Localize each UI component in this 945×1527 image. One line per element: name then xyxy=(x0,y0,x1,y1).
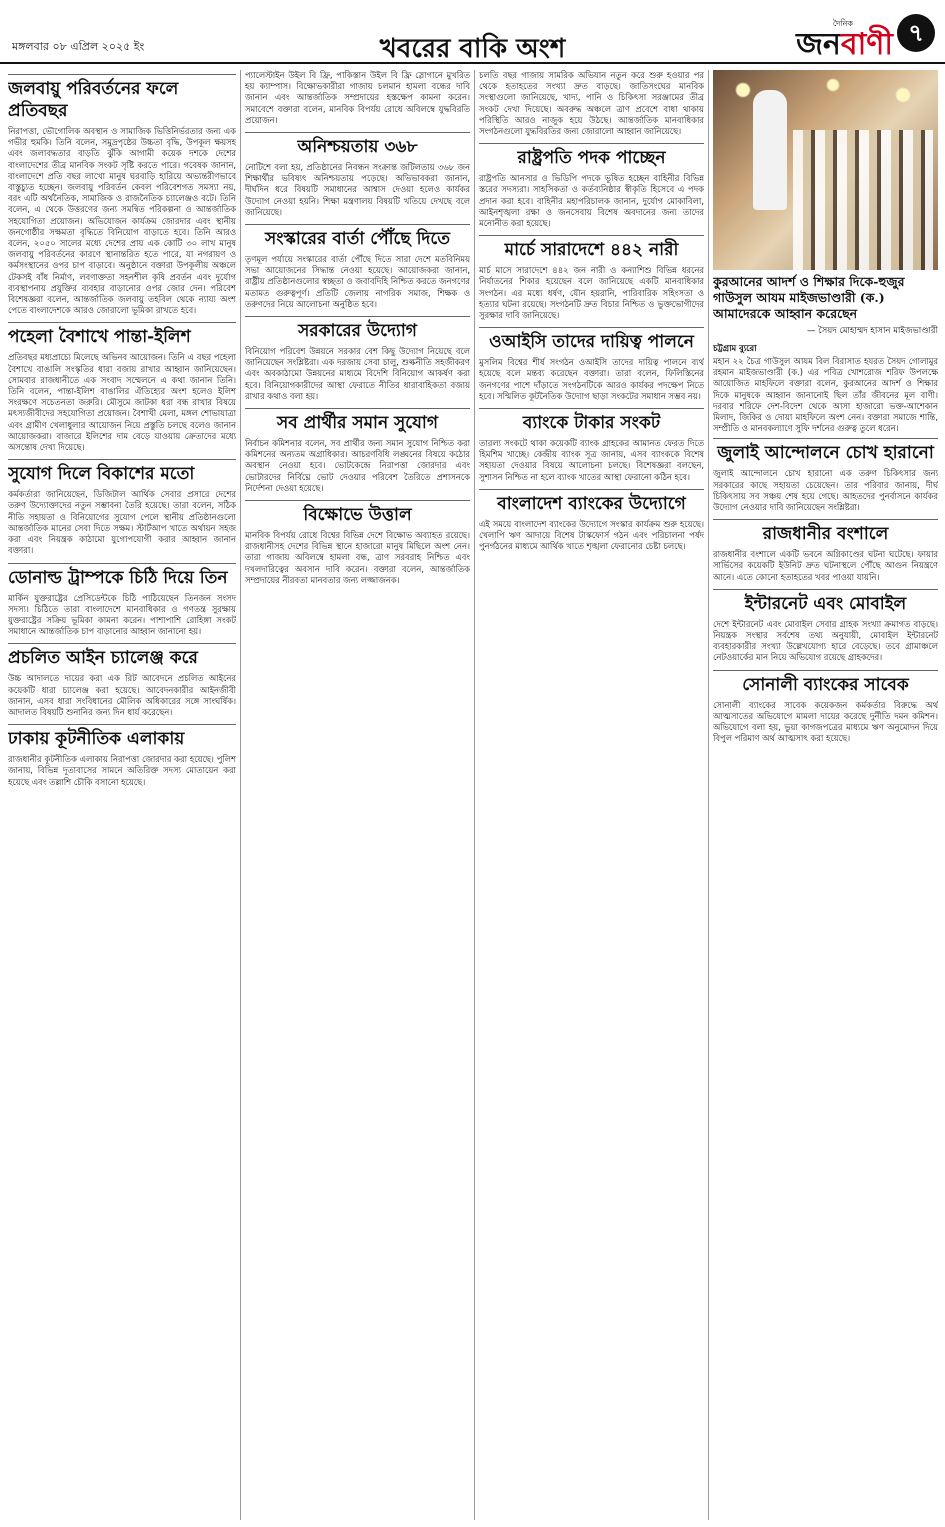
article-body: নোটিশে বলা হয়, প্রতিষ্ঠানের নিবন্ধন সংক্রান্ত জটিলতায় ৩৬৮ জন শিক্ষার্থীর ভবিষ্যৎ অনিশ্চয়তায় পড়েছে। অভিভাবকরা জানান, দীর্ঘদিন ধরে বিষয়টি সমাধানের আশ্বাস দেওয়া হলেও কার্যকর উদ্যোগ নেওয়া হয়নি। শিক্ষা মন্ত্রণালয় বিষয়টি খতিয়ে দেখছে বলে জানিয়েছে। xyxy=(245,162,470,217)
section-title: খবরের বাকি অংশ xyxy=(379,34,566,64)
photo-crowd xyxy=(793,130,933,270)
event-photo xyxy=(713,70,938,270)
article-headline: ডোনাল্ড ট্রাম্পকে চিঠি দিয়ে তিন xyxy=(8,563,236,589)
lead-article-body: মহান ২২ চৈত্র গাউসুল আযম বিল বিরাসাত হযরত সৈয়দ গোলামুর রহমান মাইজভাণ্ডারী (ক.) এর পবিত্র খোশরোজ শরিফ উপলক্ষে আয়োজিত মাহফিলে বক্তারা বলেন, কুরআনের আদর্শ ও শিক্ষার দিকে মানুষকে আহ্বান জানানোই ছিল তাঁর জীবনের মূল বাণী। দরবার শরিফে দেশ-বিদেশ থেকে আসা হাজারো ভক্ত-আশেকান মিলাদ, জিকির ও দোয়া মাহফিলে অংশ নেন। বক্তারা সমাজে শান্তি, সম্প্রীতি ও মানবকল্যাণে সুফি দর্শনের গুরুত্ব তুলে ধরেন। xyxy=(713,356,938,434)
issue-date: মঙ্গলবার ০৮ এপ্রিল ২০২৫ ইং xyxy=(12,40,145,53)
article-body: রাজধানীর বংশালে একটি ভবনে অগ্নিকাণ্ডের ঘটনা ঘটেছে। ফায়ার সার্ভিসের কয়েকটি ইউনিট দ্রুত ঘটনাস্থলে পৌঁছে আগুন নিয়ন্ত্রণে আনে। এতে কোনো হতাহতের খবর পাওয়া যায়নি। xyxy=(713,549,938,582)
article xyxy=(479,143,704,229)
article-body: তৃণমূল পর্যায়ে সংস্কারের বার্তা পৌঁছে দিতে সারা দেশে মতবিনিময় সভা আয়োজনের সিদ্ধান্ত নেওয়া হয়েছে। আয়োজকরা জানান, রাষ্ট্রীয় প্রতিষ্ঠানগুলোর স্বচ্ছতা ও জবাবদিহি নিশ্চিত করতে জনগণের মতামত গুরুত্বপূর্ণ। প্রতিটি জেলায় নাগরিক সমাজ, শিক্ষক ও তরুণদের নিয়ে আলোচনা অনুষ্ঠিত হবে। xyxy=(245,254,470,309)
article-body: মার্কিন যুক্তরাষ্ট্রের প্রেসিডেন্টকে চিঠি পাঠিয়েছেন তিনজন সংসদ সদস্য। চিঠিতে তারা বাংলাদেশে মানবাধিকার ও গণতন্ত্র সুরক্ষায় যুক্তরাষ্ট্রের সক্রিয় ভূমিকা কামনা করেন। পাশাপাশি রোহিঙ্গা সংকট সমাধানে আন্তর্জাতিক চাপ বাড়ানোর আহ্বান জানানো হয়। xyxy=(8,592,236,637)
article xyxy=(479,408,704,483)
article xyxy=(8,322,236,453)
article-headline: রাষ্ট্রপতি পদক পাচ্ছেন xyxy=(479,143,704,169)
logo-part-2: বাণী xyxy=(840,27,893,62)
byline: চট্টগ্রাম ব্যুরো xyxy=(713,343,757,353)
article xyxy=(245,70,470,126)
article-body: প্যালেস্টাইন উইল বি ফ্রি, পাকিস্তান উইল বি ফ্রি স্লোগানে মুখরিত হয় ক্যাম্পাস। বিক্ষোভকারীরা গাজায় চলমান হামলা বন্ধের দাবি জানান এবং আন্তর্জাতিক সম্প্রদায়ের হস্তক্ষেপ কামনা করেন। সমাবেশে বক্তারা বলেন, মানবিক বিপর্যয় রোধে অবিলম্বে যুদ্ধবিরতি প্রয়োজন। xyxy=(245,70,470,125)
newspaper-logo xyxy=(796,20,893,71)
article xyxy=(8,74,236,316)
article-headline: ইন্টারনেট এবং মোবাইল xyxy=(713,589,938,615)
article xyxy=(713,589,938,664)
article-headline: সরকারের উদ্যোগ xyxy=(245,316,470,342)
article-body: তারল্য সংকটে থাকা কয়েকটি ব্যাংক গ্রাহকের আমানত ফেরত দিতে হিমশিম খাচ্ছে। কেন্দ্রীয় ব্যাংক সূত্র জানায়, এসব ব্যাংককে বিশেষ সহায়তা দেওয়ার বিষয়ে আলোচনা চলছে। বিশেষজ্ঞরা বলছেন, সুশাসন নিশ্চিত না হলে ব্যাংক খাতের আস্থা ফেরানো কঠিন হবে। xyxy=(479,438,704,482)
article xyxy=(245,224,470,310)
article-body: নিরাপত্তা, ভৌগোলিক অবস্থান ও সামাজিক ভিত্তিনির্ভরতার জন্য এক গভীর হুমকি। তিনি বলেন, সমুদ্রপৃষ্ঠের উচ্চতা বৃদ্ধি, উপকূল ক্ষয়সহ এবং জলাবদ্ধতার বাড়তি ঝুঁকি আগামী কয়েক দশকে দেশের বাংলাদেশের তীব্র মানবিক সংকট সৃষ্টি করতে পারে। গবেষক জানান, বাংলাদেশে প্রতি বছর লাখো মানুষ ঘরবাড়ি হারিয়ে অভ্যন্তরীণভাবে বাস্তুচ্যুত হচ্ছেন। জলবায়ু পরিবর্তন কেবল পরিবেশগত সমস্যা নয়, বরং এটি অর্থনৈতিক, সামাজিক ও রাজনৈতিক চ্যালেঞ্জও বটে। তিনি বলেন, এ থেকে উত্তরণের জন্য সমন্বিত পরিকল্পনা ও আন্তর্জাতিক সহযোগিতা প্রয়োজন। অভিযোজন কার্যক্রম জোরদার এবং স্থানীয় জনগোষ্ঠীর সক্ষমতা বৃদ্ধিতে বিনিয়োগ বাড়াতে হবে। তিনি আরও বলেন, ২০৫০ সালের মধ্যে দেশের প্রায় এক কোটি ৩০ লাখ মানুষ জলবায়ু পরিবর্তনের কারণে স্থানান্তরিত হতে পারে, যা নগরায়ণ ও কর্মসংস্থানের ওপর চাপ বাড়াবে। অনুষ্ঠানে বক্তারা উপকূলীয় অঞ্চলে টেকসই বাঁধ নির্মাণ, লবণাক্ততা সহনশীল কৃষি প্রবর্তন এবং দুর্যোগ ব্যবস্থাপনায় প্রযুক্তির ব্যবহার বাড়ানোর ওপর জোর দেন। পরিবেশ বিশেষজ্ঞরা বলেন, আন্তর্জাতিক জলবায়ু তহবিল থেকে ন্যায্য অংশ পেতে বাংলাদেশকে আরও জোরালো ভূমিকা রাখতে হবে। xyxy=(8,126,236,316)
article-body: সোনালী ব্যাংকের সাবেক কয়েকজন কর্মকর্তার বিরুদ্ধে অর্থ আত্মসাতের অভিযোগে মামলা দায়ের করেছে দুর্নীতি দমন কমিশন। অভিযোগে বলা হয়, ভুয়া কাগজপত্রের মাধ্যমে ঋণ অনুমোদন দিয়ে বিপুল পরিমাণ অর্থ আত্মসাৎ করা হয়েছে। xyxy=(713,699,938,744)
article-headline: ওআইসি তাদের দায়িত্ব পালনে xyxy=(479,327,704,353)
column-divider xyxy=(474,70,475,1520)
photo-speaker-figure xyxy=(753,90,787,210)
article-body: মুসলিম বিশ্বের শীর্ষ সংগঠন ওআইসি তাদের দায়িত্ব পালনে ব্যর্থ হয়েছে বলে মন্তব্য করেছেন বক্তারা। তারা বলেন, ফিলিস্তিনের জনগণের পাশে দাঁড়াতে সংগঠনটিকে আরও কার্যকর পদক্ষেপ নিতে হবে। সম্মিলিত কূটনৈতিক উদ্যোগ ছাড়া সংকটের সমাধান সম্ভব নয়। xyxy=(479,357,704,401)
article-headline: বাংলাদেশ ব্যাংকের উদ্যোগে xyxy=(479,489,704,515)
article-headline: সংস্কারের বার্তা পৌঁছে দিতে xyxy=(245,224,470,250)
article-body: চলতি বছর গাজায় সামরিক অভিযান নতুন করে শুরু হওয়ার পর থেকে হতাহতের সংখ্যা দ্রুত বাড়ছে। জাতিসংঘের মানবিক সংস্থাগুলো জানিয়েছে, খাদ্য, পানি ও চিকিৎসা সরঞ্জামের তীব্র সংকট দেখা দিয়েছে। অবরুদ্ধ অঞ্চলে ত্রাণ প্রবেশে বাধা থাকায় পরিস্থিতি আরও নাজুক হয়ে উঠছে। আন্তর্জাতিক মানবাধিকার সংগঠনগুলো যুদ্ধবিরতির জন্য জোরালো আহ্বান জানিয়েছে। xyxy=(479,70,704,137)
article-headline: ঢাকায় কূটনীতিক এলাকায় xyxy=(8,724,236,750)
article-headline: সুযোগ দিলে বিকাশের মতো xyxy=(8,459,236,485)
article xyxy=(8,563,236,638)
column-divider xyxy=(240,70,241,1520)
photo-credit: — সৈয়দ মোহাম্মদ হাসান মাইজভাণ্ডারী xyxy=(806,326,938,336)
article xyxy=(8,724,236,788)
article-body: কর্মকর্তারা জানিয়েছেন, ডিজিটাল আর্থিক সেবার প্রসারে দেশের তরুণ উদ্যোক্তাদের নতুন সম্ভাবনা তৈরি হয়েছে। তারা বলেন, সঠিক নীতি সহায়তা ও বিনিয়োগের সুযোগ পেলে স্থানীয় প্রতিষ্ঠানগুলো আন্তর্জাতিক মানের সেবা দিতে সক্ষম। স্টার্টআপ খাতে অর্থায়ন সহজ করা এবং নিয়ন্ত্রক কাঠামো যুগোপযোগী করার আহ্বান জানান বক্তারা। xyxy=(8,489,236,556)
article-body: জুলাই আন্দোলনে চোখ হারানো এক তরুণ চিকিৎসার জন্য সরকারের কাছে সহায়তা চেয়েছেন। তার পরিবার জানায়, দীর্ঘ চিকিৎসায় সব সঞ্চয় শেষ হয়ে গেছে। আহতদের পুনর্বাসনে কার্যকর উদ্যোগ নেওয়ার দাবি জানিয়েছেন সংশ্লিষ্টরা। xyxy=(713,468,938,513)
logo-part-1: জন xyxy=(796,27,841,62)
article-headline: জলবায়ু পরিবর্তনের ফলে প্রতিবছর xyxy=(8,74,236,122)
article-headline: পহেলা বৈশাখে পান্তা-ইলিশ xyxy=(8,322,236,348)
column-3 xyxy=(479,70,704,1520)
photo-caption: কুরআনের আদর্শ ও শিক্ষার দিকে-হুজুর গাউসুল আযম মাইজভাণ্ডারী (ক.) আমাদেরকে আহ্বান করেছেন xyxy=(713,274,905,321)
article-body: বিনিয়োগ পরিবেশ উন্নয়নে সরকার বেশ কিছু উদ্যোগ নিয়েছে বলে জানিয়েছেন সংশ্লিষ্টরা। এক দরজায় সেবা চালু, শুল্কনীতি সহজীকরণ এবং অবকাঠামো উন্নয়নের মাধ্যমে বিদেশি বিনিয়োগ আকর্ষণ করা হবে। বিনিয়োগকারীদের আস্থা ফেরাতে নীতির ধারাবাহিকতা বজায় রাখার কথাও বলা হয়। xyxy=(245,346,470,401)
article-headline: সব প্রার্থীর সমান সুযোগ xyxy=(245,408,470,434)
article xyxy=(479,70,704,137)
article xyxy=(245,500,470,586)
article-body: এই সময়ে বাংলাদেশ ব্যাংকের উদ্যোগে সংস্কার কার্যক্রম শুরু হয়েছে। খেলাপি ঋণ আদায়ে বিশেষ টাস্কফোর্স গঠন এবং পরিচালনা পর্ষদ পুনর্গঠনের মাধ্যমে আর্থিক খাতে শৃঙ্খলা ফেরানোর চেষ্টা চলছে। xyxy=(479,518,704,552)
column-1 xyxy=(8,70,236,1520)
article-headline: সোনালী ব্যাংকের সাবেক xyxy=(713,670,938,696)
article-body: রাজধানীর কূটনীতিক এলাকায় নিরাপত্তা জোরদার করা হয়েছে। পুলিশ জানায়, বিভিন্ন দূতাবাসের সামনে অতিরিক্ত সদস্য মোতায়েন করা হয়েছে এবং তল্লাশি চৌকি বসানো হয়েছে। xyxy=(8,754,236,787)
photo-lights xyxy=(713,70,938,110)
article xyxy=(245,132,470,218)
article-headline: জুলাই আন্দোলনে চোখ হারানো xyxy=(713,438,938,464)
article xyxy=(245,408,470,494)
article xyxy=(713,519,938,583)
article-headline: মার্চে সারাদেশে ৪৪২ নারী xyxy=(479,235,704,261)
column-4 xyxy=(713,70,938,1520)
article-headline: অনিশ্চয়তায় ৩৬৮ xyxy=(245,132,470,158)
column-divider xyxy=(708,70,709,1520)
page-number: ৭ xyxy=(897,14,935,52)
article-headline: ব্যাংকে টাকার সংকট xyxy=(479,408,704,434)
article-body: দেশে ইন্টারনেট এবং মোবাইল সেবার গ্রাহক সংখ্যা ক্রমাগত বাড়ছে। নিয়ন্ত্রক সংস্থার সর্বশেষ তথ্য অনুযায়ী, মোবাইল ইন্টারনেট ব্যবহারকারীর সংখ্যা উল্লেখযোগ্য হারে বেড়েছে। তবে গ্রামাঞ্চলে নেটওয়ার্কের মান নিয়ে অভিযোগ রয়েছে গ্রাহকদের। xyxy=(713,618,938,663)
article-body: মানবিক বিপর্যয় রোধে বিশ্বের বিভিন্ন দেশে বিক্ষোভ অব্যাহত রয়েছে। রাজধানীসহ দেশের বিভিন্ন স্থানে হাজারো মানুষ মিছিলে অংশ নেন। তারা গাজায় অবিলম্বে হামলা বন্ধ, ত্রাণ সরবরাহ নিশ্চিত এবং দখলদারিত্বের অবসান দাবি করেন। বক্তারা বলেন, আন্তর্জাতিক সম্প্রদায়ের নীরবতা মানবতার জন্য লজ্জাজনক। xyxy=(245,530,470,585)
article xyxy=(245,316,470,402)
column-4-articles xyxy=(713,438,938,744)
article-headline: রাজধানীর বংশালে xyxy=(713,519,938,545)
article-headline: প্রচলিত আইন চ্যালেঞ্জ করে xyxy=(8,643,236,669)
article-body: নির্বাচন কমিশনার বলেন, সব প্রার্থীর জন্য সমান সুযোগ নিশ্চিত করা কমিশনের অন্যতম অগ্রাধিকার। আচরণবিধি লঙ্ঘনের বিষয়ে কঠোর অবস্থান নেওয়া হবে। ভোটকেন্দ্রে নিরাপত্তা জোরদার এবং ভোটারদের নির্বিঘ্নে ভোট দেওয়ার পরিবেশ তৈরিতে প্রশাসনকে নির্দেশনা দেওয়া হয়েছে। xyxy=(245,438,470,493)
article-body: প্রতিবছর মধ্যপ্রাচ্যে মিলেছে অভিনব আয়োজন। তিনি এ বছর পহেলা বৈশাখে বাঙালি সংস্কৃতির ধারা বজায় রাখার আহ্বান জানিয়েছেন। সোমবার রাজধানীতে এক সংবাদ সম্মেলনে এ কথা জানান তিনি। তিনি বলেন, পান্তা-ইলিশ বাঙালির ঐতিহ্যের অংশ হলেও ইলিশ সংরক্ষণে সচেতনতা জরুরি। মৌসুমে জাটকা ধরা বন্ধ রাখার বিষয়ে মৎস্যজীবীদের সহযোগিতা প্রয়োজন। বৈশাখী মেলা, মঙ্গল শোভাযাত্রা এবং গ্রামীণ খেলাধুলার আয়োজন নিয়ে প্রস্তুতি চলছে বলেও জানান আয়োজকরা। বাজারে ইলিশের দাম বেড়ে যাওয়ায় ক্রেতাদের মধ্যে অসন্তোষ দেখা দিয়েছে। xyxy=(8,352,236,453)
article xyxy=(479,489,704,553)
article xyxy=(479,235,704,321)
article xyxy=(479,327,704,402)
article xyxy=(8,643,236,718)
article-body: মার্চ মাসে সারাদেশে ৪৪২ জন নারী ও কন্যাশিশু বিভিন্ন ধরনের নির্যাতনের শিকার হয়েছেন বলে জানিয়েছে একটি মানবাধিকার সংগঠন। এর মধ্যে ধর্ষণ, যৌন হয়রানি, পারিবারিক সহিংসতা ও হত্যার ঘটনা রয়েছে। সংগঠনটি দ্রুত বিচার নিশ্চিত ও ভুক্তভোগীদের সুরক্ষার দাবি জানিয়েছে। xyxy=(479,265,704,321)
article-body: উচ্চ আদালতে দায়ের করা এক রিট আবেদনে প্রচলিত আইনের কয়েকটি ধারা চ্যালেঞ্জ করা হয়েছে। আবেদনকারীর আইনজীবী জানান, এসব ধারা সংবিধানের মৌলিক অধিকারের সঙ্গে সাংঘর্ষিক। আদালত বিষয়টি শুনানির জন্য দিন ধার্য করেছেন। xyxy=(8,673,236,717)
article-body: রাষ্ট্রপতি আনসার ও ভিডিপি পদকে ভূষিত হচ্ছেন বাহিনীর বিভিন্ন স্তরের সদস্যরা। সাহসিকতা ও কর্তব্যনিষ্ঠার স্বীকৃতি হিসেবে এ পদক প্রদান করা হবে। বাহিনীর মহাপরিচালক জানান, দুর্যোগ মোকাবিলা, আইনশৃঙ্খলা রক্ষা ও জনসেবায় বিশেষ অবদানের জন্য তাদের মনোনীত করা হয়েছে। xyxy=(479,173,704,229)
article-headline: বিক্ষোভে উত্তাল xyxy=(245,500,470,526)
article xyxy=(8,459,236,556)
column-2 xyxy=(245,70,470,1520)
logo-tag: দৈনিক xyxy=(832,19,853,28)
masthead xyxy=(0,0,945,64)
article xyxy=(713,670,938,745)
article xyxy=(713,438,938,513)
